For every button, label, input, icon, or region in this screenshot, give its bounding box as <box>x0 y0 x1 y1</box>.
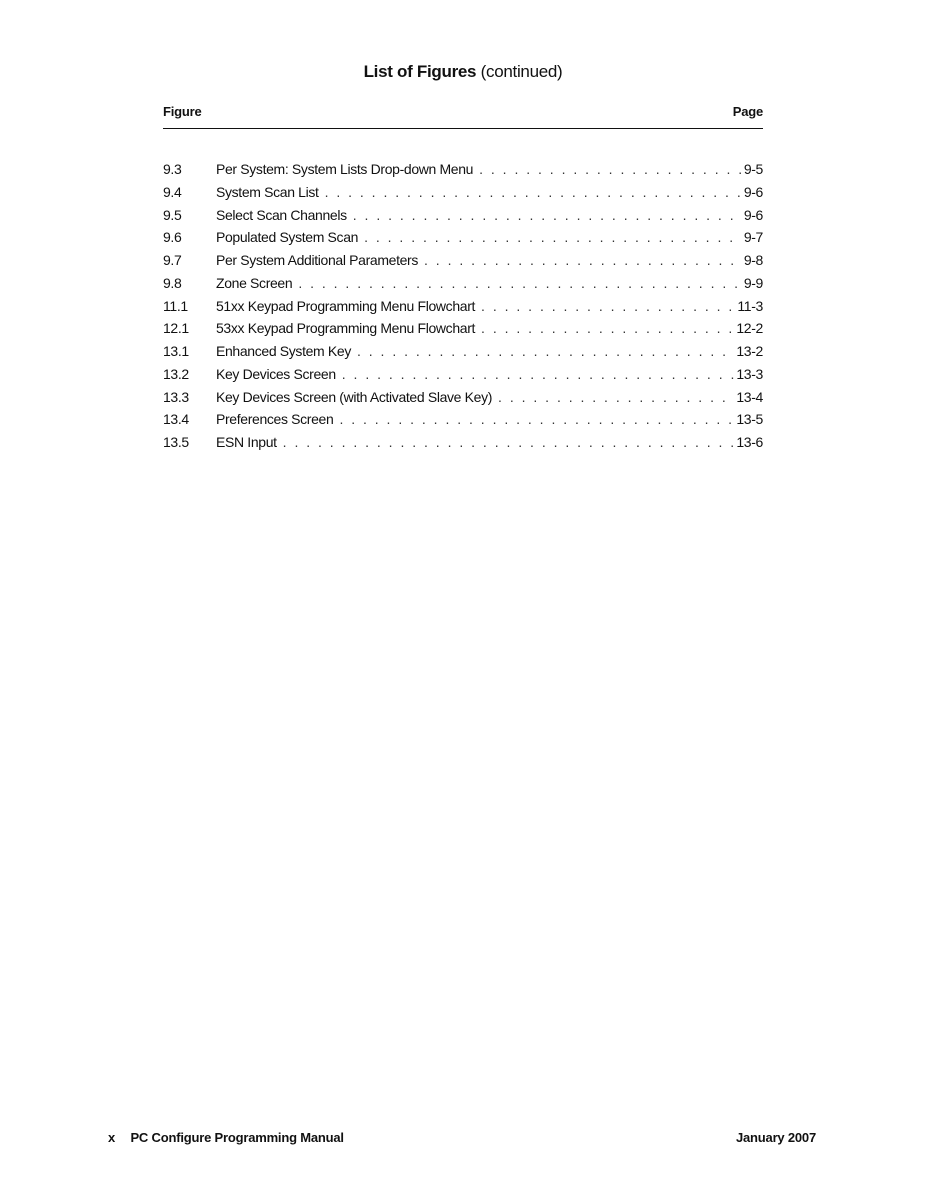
table-header <box>163 104 763 119</box>
figure-page: 9-9 <box>743 274 763 291</box>
figure-title: 51xx Keypad Programming Menu Flowchart <box>216 297 476 314</box>
dot-leader <box>342 363 735 386</box>
dot-leader <box>325 181 742 204</box>
figure-number: 9.4 <box>163 183 182 200</box>
footer-date: January 2007 <box>736 1130 816 1145</box>
header-divider <box>163 128 763 129</box>
footer-left <box>108 1130 344 1145</box>
figure-title: Select Scan Channels <box>216 206 347 223</box>
dot-leader <box>353 204 742 227</box>
figure-number: 13.3 <box>163 388 189 405</box>
figure-title: Key Devices Screen <box>216 365 336 382</box>
figure-title: Per System Additional Parameters <box>216 252 419 268</box>
figure-page: 13-2 <box>736 343 763 359</box>
dot-leader <box>364 226 742 249</box>
figure-number: 9.6 <box>163 229 182 246</box>
figure-page: 9-6 <box>743 183 763 200</box>
figure-list <box>163 158 763 454</box>
figure-entry[interactable] <box>163 295 763 318</box>
figure-number: 12.1 <box>163 320 189 337</box>
figure-title: Enhanced System Key <box>216 343 351 359</box>
figure-number: 9.8 <box>163 274 182 291</box>
dot-leader <box>357 340 734 363</box>
dot-leader <box>339 408 734 431</box>
figure-number: 9.5 <box>163 206 182 223</box>
figure-title: ESN Input <box>216 434 277 450</box>
page-title-suffix: (continued) <box>480 62 563 81</box>
figure-entry[interactable] <box>163 158 763 181</box>
figure-entry[interactable] <box>163 317 763 340</box>
dot-leader <box>298 272 742 295</box>
figure-page: 13-5 <box>736 411 763 428</box>
dot-leader <box>481 317 734 340</box>
dot-leader <box>479 158 742 181</box>
figure-number: 13.1 <box>163 343 189 359</box>
figure-entry[interactable] <box>163 363 763 386</box>
footer-manual-title: PC Configure Programming Manual <box>130 1130 344 1145</box>
figure-entry[interactable] <box>163 181 763 204</box>
figure-title: System Scan List <box>216 183 319 200</box>
figure-number: 13.5 <box>163 434 189 450</box>
page-title <box>0 62 926 82</box>
figure-page: 13-3 <box>736 365 763 382</box>
figure-page: 9-5 <box>743 161 763 177</box>
dot-leader <box>424 249 742 272</box>
figure-entry[interactable] <box>163 340 763 363</box>
figure-entry[interactable] <box>163 272 763 295</box>
figure-entry[interactable] <box>163 431 763 454</box>
figure-page: 12-2 <box>736 320 763 337</box>
dot-leader <box>283 431 735 454</box>
figure-entry[interactable] <box>163 249 763 272</box>
page-column-header: Page <box>732 104 763 119</box>
dot-leader <box>498 386 734 409</box>
figure-number: 11.1 <box>163 297 188 314</box>
footer-page-number: x <box>108 1130 116 1145</box>
figure-page: 9-7 <box>743 229 763 246</box>
figure-entry[interactable] <box>163 408 763 431</box>
figure-entry[interactable] <box>163 386 763 409</box>
figure-page: 9-8 <box>743 252 763 268</box>
figure-number: 9.7 <box>163 252 182 268</box>
page-title-main: List of Figures <box>363 62 477 81</box>
figure-title: Preferences Screen <box>216 411 334 428</box>
figure-title: 53xx Keypad Programming Menu Flowchart <box>216 320 476 337</box>
figure-page: 9-6 <box>743 206 763 223</box>
figure-title: Populated System Scan <box>216 229 359 246</box>
figure-page: 11-3 <box>737 297 763 314</box>
figure-title: Zone Screen <box>216 274 293 291</box>
figure-entry[interactable] <box>163 226 763 249</box>
figure-entry[interactable] <box>163 204 763 227</box>
figure-number: 13.4 <box>163 411 189 428</box>
figure-number: 9.3 <box>163 161 182 177</box>
figure-title: Per System: System Lists Drop-down Menu <box>216 161 474 177</box>
figure-column-header: Figure <box>163 104 202 119</box>
figure-page: 13-4 <box>736 388 763 405</box>
dot-leader <box>481 295 735 318</box>
figure-title: Key Devices Screen (with Activated Slave Key) <box>216 388 493 405</box>
page-footer <box>108 1130 816 1145</box>
figure-number: 13.2 <box>163 365 189 382</box>
figure-page: 13-6 <box>736 434 763 450</box>
